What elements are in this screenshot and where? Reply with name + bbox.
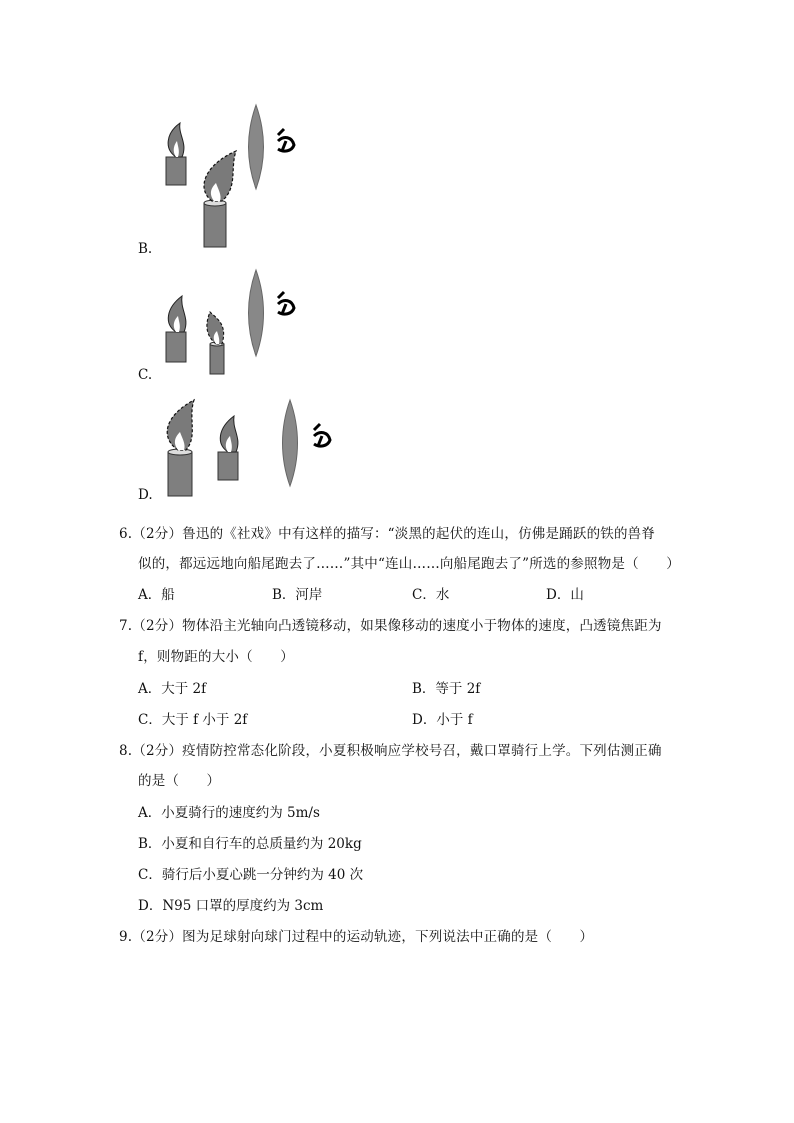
figure-d (160, 396, 340, 500)
question-8-option-b: B．小夏和自行车的总质量约为 20kg (138, 836, 362, 852)
figure-c (160, 268, 320, 378)
question-8-option-c: C．骑行后小夏心跳一分钟约为 40 次 (138, 867, 364, 883)
question-7-option-b: B．等于 2f (412, 681, 481, 697)
figure-c-label: C. (138, 367, 153, 383)
figure-d-label: D. (138, 487, 153, 503)
question-8-option-a: A．小夏骑行的速度约为 5m/s (138, 805, 320, 821)
question-7-option-a: A．大于 2f (138, 681, 207, 697)
question-7-line-2: f，则物距的大小（ ） (138, 649, 294, 665)
question-6-option-b: B．河岸 (272, 587, 323, 603)
question-7-option-c: C．大于 f 小于 2f (138, 712, 248, 728)
question-8-line-1: 8.（2分）疫情防控常态化阶段，小夏积极响应学校号召，戴口罩骑行上学。下列估测正确 (119, 743, 662, 759)
question-6-option-c: C．水 (412, 587, 450, 603)
question-6-option-d: D．山 (546, 587, 584, 603)
question-7-option-d: D．小于 f (412, 712, 473, 728)
question-6-line-1: 6.（2分）鲁迅的《社戏》中有这样的描写：“淡黑的起伏的连山，仿佛是踊跃的铁的兽脊 (119, 526, 656, 542)
figure-b-label: B. (138, 241, 153, 257)
question-9-line-1: 9.（2分）图为足球射向球门过程中的运动轨迹，下列说法中正确的是（ ） (119, 929, 594, 945)
question-7-line-1: 7.（2分）物体沿主光轴向凸透镜移动，如果像移动的速度小于物体的速度，凸透镜焦距为 (119, 618, 662, 634)
question-8-option-d: D．N95 口罩的厚度约为 3cm (138, 898, 324, 914)
question-8-line-2: 的是（ ） (138, 773, 221, 789)
question-6-line-2: 似的，都远远地向船尾跑去了……”其中“连山……向船尾跑去了”所选的参照物是（ ） (138, 556, 680, 572)
question-6-option-a: A．船 (138, 587, 175, 603)
figure-b (160, 105, 320, 255)
